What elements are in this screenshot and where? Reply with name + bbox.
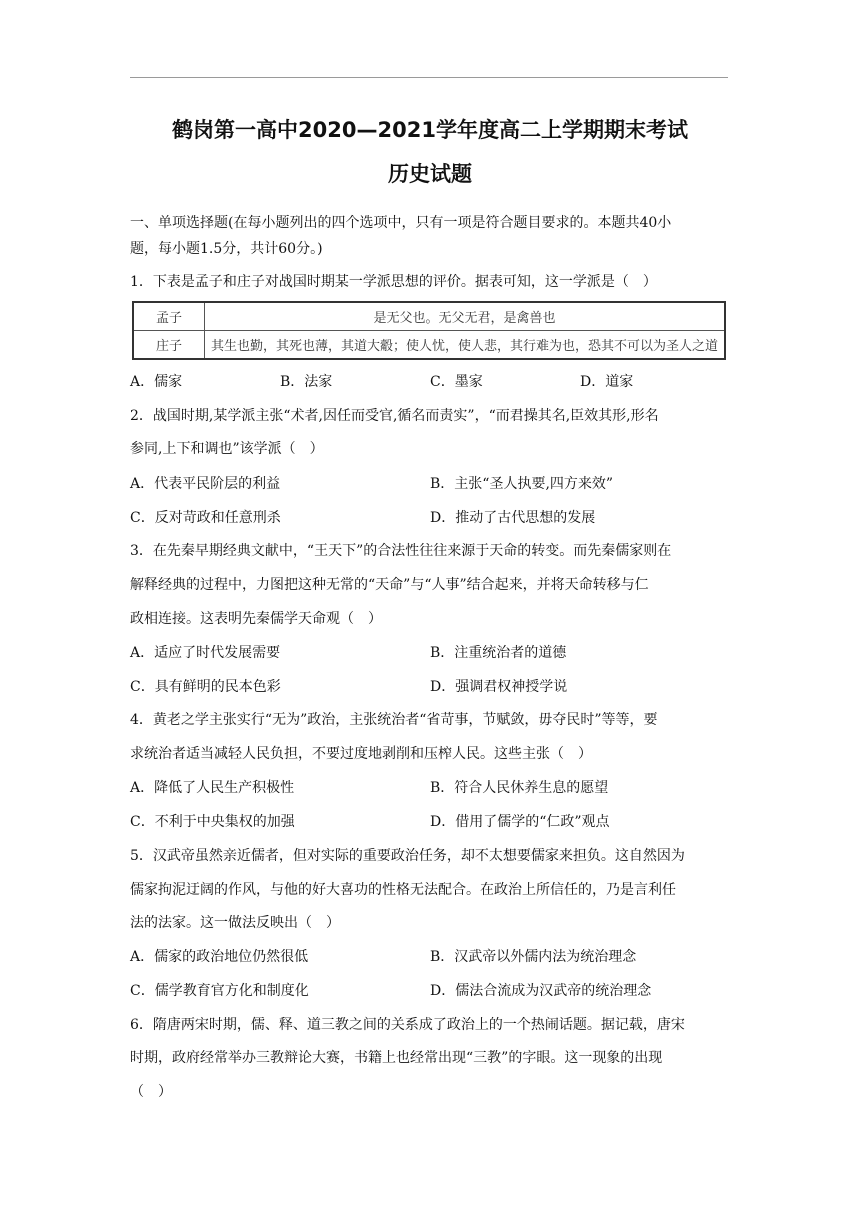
question-3-option-b: B．注重统治者的道德 [430,645,567,661]
header-rule [130,77,728,78]
question-4-option-c: C．不利于中央集权的加强 [130,814,295,830]
question-4-option-b: B．符合人民休养生息的愿望 [430,780,609,796]
question-2-option-c: C．反对苛政和任意刑杀 [130,510,281,526]
question-1-option-d: D．道家 [580,374,634,390]
question-2-stem-cont: 参同,上下和调也”该学派（ ） [130,441,324,457]
question-2-option-a: A．代表平民阶层的利益 [130,476,281,492]
question-5-option-c: C．儒学教育官方化和制度化 [130,983,309,999]
question-6-stem-cont: 时期，政府经常举办三教辩论大赛，书籍上也经常出现“三教”的字眼。这一现象的出现 [130,1050,663,1066]
question-4-stem: 4．黄老之学主张实行“无为”政治，主张统治者“省苛事，节赋敛，毋夺民时”等等，要 [130,712,658,728]
question-5-option-a: A．儒家的政治地位仍然很低 [130,949,309,965]
table-row [133,331,725,360]
question-4-stem-cont: 求统治者适当减轻人民负担，不要过度地剥削和压榨人民。这些主张（ ） [130,746,592,762]
table-cell-source: 孟子 [133,302,205,331]
question-1-option-c: C．墨家 [430,374,483,390]
table-cell-quote: 是无父也。无父无君，是禽兽也 [205,302,726,331]
section-instructions: 一、单项选择题(在每小题列出的四个选项中，只有一项是符合题目要求的。本题共40小 [130,215,672,231]
question-2-option-b: B．主张“圣人执要,四方来效” [430,476,614,492]
question-5-stem-cont: 法的法家。这一做法反映出（ ） [130,915,340,931]
question-5-stem-cont: 儒家拘泥迂阔的作风，与他的好大喜功的性格无法配合。在政治上所信任的，乃是言利任 [130,882,676,898]
question-3-option-c: C．具有鲜明的民本色彩 [130,679,281,695]
section-instructions-cont: 题，每小题1.5分，共计60分。) [130,241,323,257]
question-6-stem: 6．隋唐两宋时期，儒、释、道三教之间的关系成了政治上的一个热闹话题。据记载，唐宋 [130,1017,685,1033]
question-3-option-a: A．适应了时代发展需要 [130,645,281,661]
question-3-stem-cont: 政相连接。这表明先秦儒学天命观（ ） [130,611,382,627]
question-1-table [132,301,726,360]
question-4-option-a: A．降低了人民生产积极性 [130,780,295,796]
exam-subtitle: 历史试题 [388,162,472,186]
table-cell-source: 庄子 [133,331,205,360]
question-3-option-d: D．强调君权神授学说 [430,679,568,695]
question-3-stem-cont: 解释经典的过程中，力图把这种无常的“天命”与“人事”结合起来，并将天命转移与仁 [130,577,649,593]
question-4-option-d: D．借用了儒学的“仁政”观点 [430,814,610,830]
question-1-option-a: A．儒家 [130,374,183,390]
question-2-stem: 2．战国时期,某学派主张“术者,因任而受官,循名而责实”，“而君操其名,臣效其形,形名 [130,408,659,424]
table-cell-quote: 其生也勤，其死也薄，其道大觳；使人忧，使人悲，其行难为也，恐其不可以为圣人之道 [205,331,726,360]
question-1-stem: 1．下表是孟子和庄子对战国时期某一学派思想的评价。据表可知，这一学派是（ ） [130,274,657,290]
question-1-option-b: B．法家 [280,374,333,390]
question-2-option-d: D．推动了古代思想的发展 [430,510,596,526]
question-5-stem: 5．汉武帝虽然亲近儒者，但对实际的重要政治任务，却不太想要儒家来担负。这自然因为 [130,848,685,864]
question-6-stem-cont: （ ） [130,1084,172,1100]
exam-title: 鹤岗第一高中2020—2021学年度高二上学期期末考试 [172,118,688,142]
question-3-stem: 3．在先秦早期经典文献中，“王天下”的合法性往往来源于天命的转变。而先秦儒家则在 [130,543,672,559]
question-5-option-b: B．汉武帝以外儒内法为统治理念 [430,949,637,965]
table-row [133,302,725,331]
question-5-option-d: D．儒法合流成为汉武帝的统治理念 [430,983,652,999]
